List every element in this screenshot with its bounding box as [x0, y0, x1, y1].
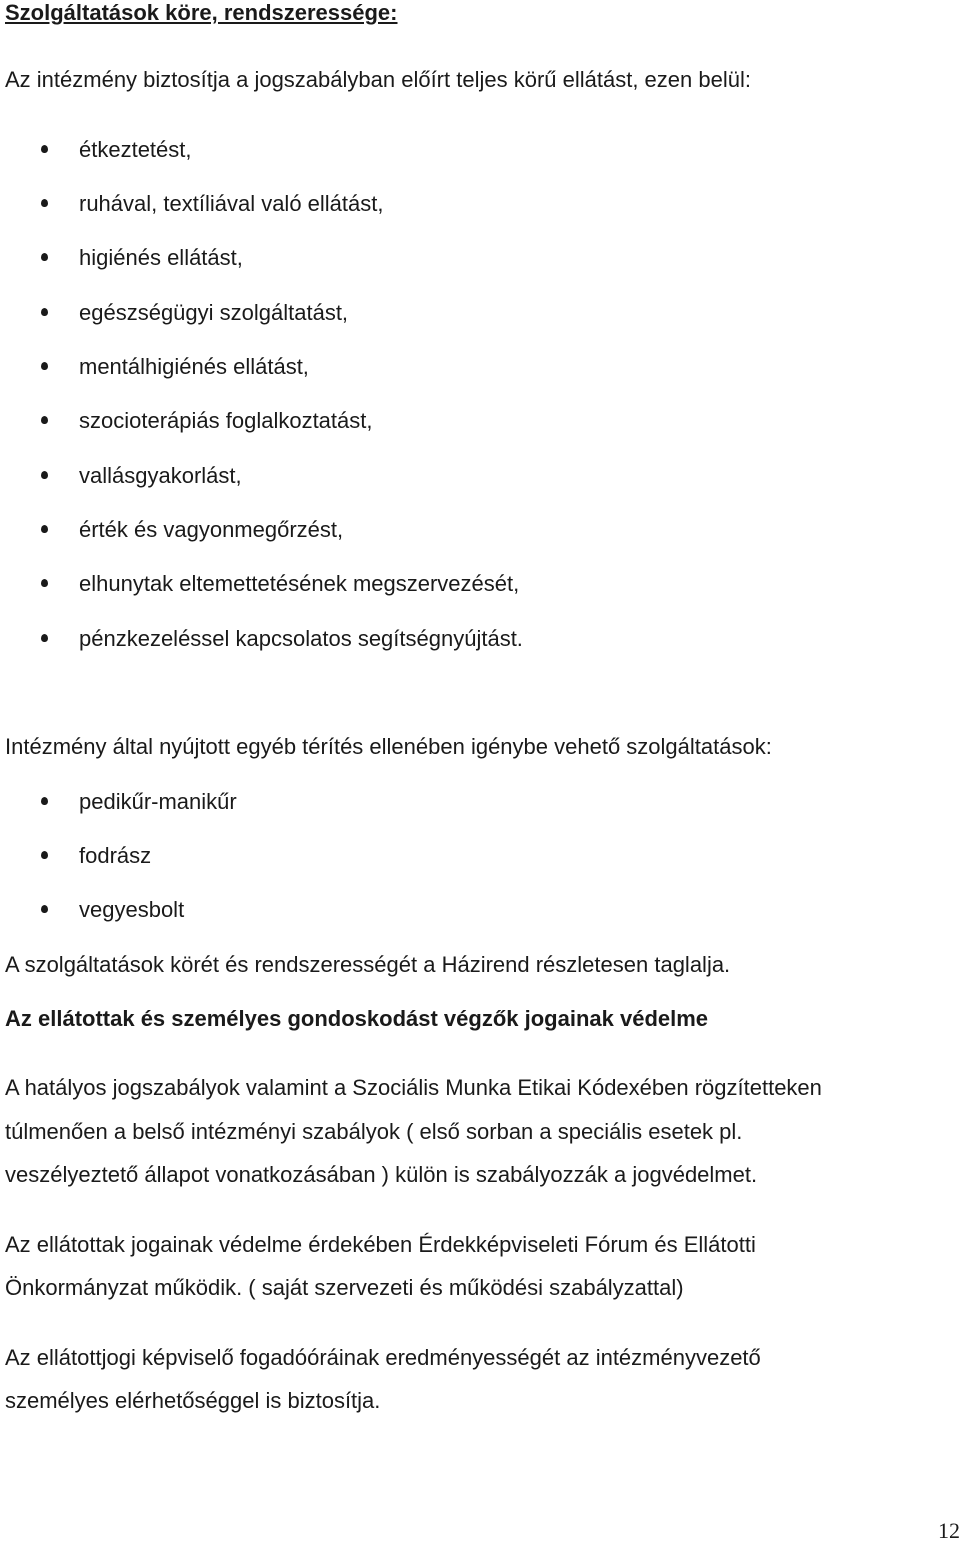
list-item-text: pénzkezeléssel kapcsolatos segítségnyújtást. — [79, 626, 523, 651]
bullet-icon — [41, 525, 48, 533]
list-item-text: egészségügyi szolgáltatást, — [79, 300, 349, 325]
list-item-text: mentálhigiénés ellátást, — [79, 354, 309, 379]
list-item-text: pedikűr-manikűr — [79, 789, 237, 814]
section-title: Szolgáltatások köre, rendszeressége: — [5, 0, 398, 25]
list-item-text: elhunytak eltemettetésének megszervezését, — [79, 571, 520, 596]
bullet-icon — [41, 851, 48, 859]
paragraph-line: túlmenően a belső intézményi szabályok ( első sorban a speciális esetek pl. — [5, 1119, 743, 1144]
list-item-text: ruhával, textíliával való ellátást, — [79, 191, 384, 216]
paragraph-line: A hatályos jogszabályok valamint a Szociális Munka Etikai Kódexében rögzítetteken — [5, 1075, 822, 1100]
bullet-icon — [41, 797, 48, 805]
page-number: 12 — [938, 1518, 960, 1543]
list-item-text: szocioterápiás foglalkoztatást, — [79, 408, 373, 433]
bullet-icon — [41, 253, 48, 261]
list-item-text: vallásgyakorlást, — [79, 463, 242, 488]
bullet-icon — [41, 634, 48, 642]
paragraph-line: Önkormányzat működik. ( saját szervezeti és működési szabályzattal) — [5, 1275, 684, 1300]
section-intro: Az intézmény biztosítja a jogszabályban előírt teljes körű ellátást, ezen belül: — [5, 67, 751, 92]
bullet-icon — [41, 905, 48, 913]
paragraph-line: Az ellátottak jogainak védelme érdekében Érdekképviseleti Fórum és Ellátotti — [5, 1232, 756, 1257]
bullet-icon — [41, 416, 48, 424]
bullet-icon — [41, 471, 48, 479]
bullet-icon — [41, 362, 48, 370]
services-intro: Intézmény által nyújtott egyéb térítés ellenében igénybe vehető szolgáltatások: — [5, 734, 772, 759]
paragraph-line: veszélyeztető állapot vonatkozásában ) külön is szabályozzák a jogvédelmet. — [5, 1162, 758, 1187]
paragraph-line: Az ellátottjogi képviselő fogadóóráinak eredményességét az intézményvezető — [5, 1345, 761, 1370]
list-item-text: vegyesbolt — [79, 897, 185, 922]
bullet-icon — [41, 145, 48, 153]
list-item-text: érték és vagyonmegőrzést, — [79, 517, 344, 542]
list-item-text: fodrász — [79, 843, 152, 868]
rights-heading: Az ellátottak és személyes gondoskodást végzők jogainak védelme — [5, 1006, 709, 1031]
list-item-text: higiénés ellátást, — [79, 245, 243, 270]
services-closing: A szolgáltatások körét és rendszerességét a Házirend részletesen taglalja. — [5, 952, 731, 977]
bullet-icon — [41, 308, 48, 316]
list-item-text: étkeztetést, — [79, 137, 192, 162]
paragraph-line: személyes elérhetőséggel is biztosítja. — [5, 1388, 381, 1413]
bullet-icon — [41, 579, 48, 587]
bullet-icon — [41, 199, 48, 207]
